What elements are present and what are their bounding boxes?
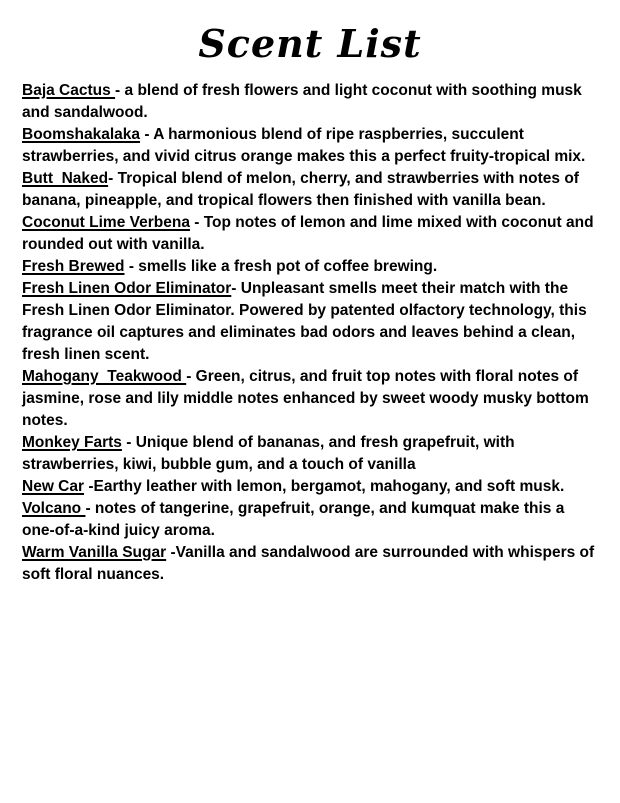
scent-entry-baja-cactus	[22, 80, 600, 124]
scent-name: Fresh Linen Odor Eliminator	[22, 280, 232, 297]
page-title: Scent List	[198, 21, 422, 66]
scent-entry-warm-vanilla-sugar	[22, 542, 600, 586]
scent-description: - smells like a fresh pot of coffee brewing.	[124, 258, 438, 275]
scent-description: - Green, citrus, and fruit top notes with floral notes of jasmine, rose and lily middle notes enhanced by sweet woody musky bottom notes.	[22, 368, 594, 429]
scent-description: - A harmonious blend of ripe raspberries, succulent strawberries, and vivid citrus orange makes this a perfect fruity-tropical mix.	[22, 126, 586, 165]
scent-entry-volcano	[22, 498, 600, 542]
scent-description: - a blend of fresh flowers and light coconut with soothing musk and sandalwood.	[22, 82, 587, 121]
scent-entry-monkey-farts	[22, 432, 600, 476]
scent-entry-new-car	[22, 476, 600, 498]
scent-name: Coconut Lime Verbena	[22, 214, 190, 231]
scent-entry-coconut-lime-verbena	[22, 212, 600, 256]
scent-description: -Vanilla and sandalwood are surrounded with whispers of soft floral nuances.	[22, 544, 599, 583]
scent-name: Mahogany Teakwood	[22, 368, 187, 385]
scent-entry-butt-naked	[22, 168, 600, 212]
scent-description: -Earthy leather with lemon, bergamot, mahogany, and soft musk.	[84, 478, 565, 495]
scent-name: Boomshakalaka	[22, 126, 141, 143]
scent-entry-fresh-brewed	[22, 256, 600, 278]
scent-description: - Unpleasant smells meet their match with the Fresh Linen Odor Eliminator. Powered by patented olfactory technology, this fragrance oil captures and eliminates bad odors and leaves behind a clean, fresh linen scent.	[22, 280, 591, 363]
scent-entry-mahogany-teakwood	[22, 366, 600, 432]
scent-name: Baja Cactus	[22, 82, 116, 99]
scent-name: Fresh Brewed	[22, 258, 125, 275]
scent-name: Monkey Farts	[22, 434, 122, 451]
scent-description: - Tropical blend of melon, cherry, and strawberries with notes of banana, pineapple, and tropical flowers then finished with vanilla bean.	[22, 170, 584, 209]
scent-description: - notes of tangerine, grapefruit, orange, and kumquat make this a one-of-a-kind juicy aroma.	[22, 500, 569, 539]
scent-name: Warm Vanilla Sugar	[22, 544, 167, 561]
scent-entry-boomshakalaka	[22, 124, 600, 168]
scent-entry-fresh-linen-odor-eliminator	[22, 278, 600, 366]
scent-name: New Car	[22, 478, 85, 495]
scent-name: Volcano	[22, 500, 86, 517]
scent-description: - Unique blend of bananas, and fresh grapefruit, with strawberries, kiwi, bubble gum, and a touch of vanilla	[22, 434, 519, 473]
scent-name: Butt Naked	[22, 170, 109, 187]
scent-description: - Top notes of lemon and lime mixed with coconut and rounded out with vanilla.	[22, 214, 598, 253]
scent-list	[0, 80, 620, 586]
